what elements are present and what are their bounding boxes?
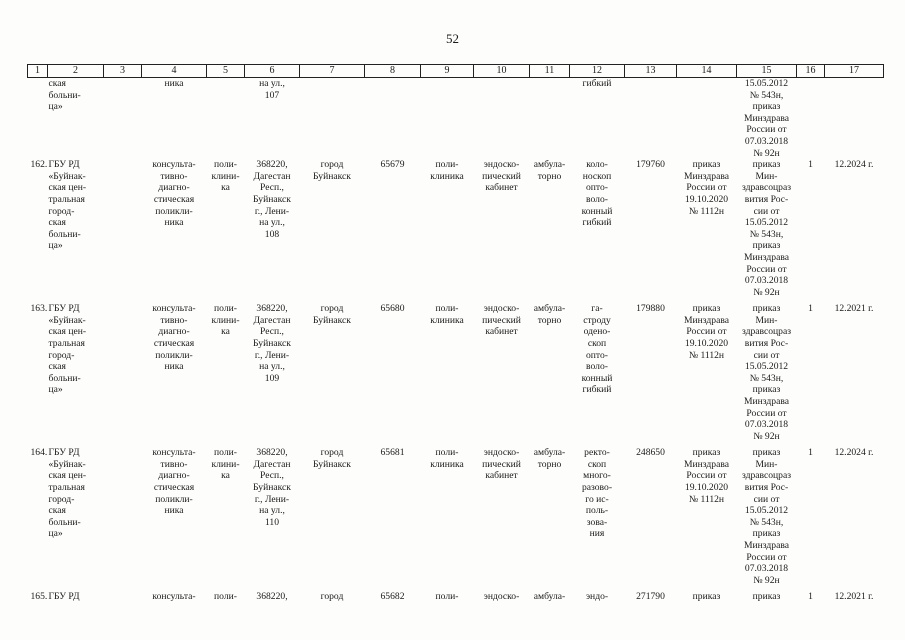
cell-unit: консульта- xyxy=(152,591,196,603)
cell-care-mode xyxy=(530,78,570,160)
table-row xyxy=(28,159,884,303)
cell-organization: ГБУ РД «Буйнак- ская цен- тральная город- ская больни- ца» xyxy=(48,303,87,396)
cell-equipment: коло- носкоп опто- воло- конный гибкий xyxy=(581,159,613,229)
cell-order-ref: приказ Минздрава России от 19.10.2020 № 1112н xyxy=(683,447,729,505)
page-number: 52 xyxy=(446,31,459,46)
column-number: 13 xyxy=(625,65,677,78)
cell-index: 164. xyxy=(30,447,48,459)
cell-code: 65682 xyxy=(380,591,405,603)
cell-date: 12.2021 г. xyxy=(834,303,874,315)
cell-unit-type xyxy=(207,78,245,160)
column-number: 15 xyxy=(737,65,797,78)
cell-code: 65681 xyxy=(380,447,405,459)
cell-col3 xyxy=(104,591,142,621)
cell-equipment: эндо- xyxy=(585,591,609,603)
cell-unit: консульта- тивно- диагно- стическая поликли- ника xyxy=(152,159,196,229)
column-number: 2 xyxy=(48,65,104,78)
cell-organization: ГБУ РД «Буйнак- ская цен- тральная город- ская больни- ца» xyxy=(48,159,87,252)
cell-order-ref-2: приказ xyxy=(752,591,781,603)
cell-order-ref xyxy=(677,78,737,160)
cell-index: 162. xyxy=(30,159,48,171)
cell-quantity: 1 xyxy=(808,159,813,171)
column-number: 14 xyxy=(677,65,737,78)
column-number: 7 xyxy=(300,65,365,78)
column-number: 17 xyxy=(825,65,884,78)
cell-equipment-code: 248650 xyxy=(636,447,665,459)
cell-division: поли- клиника xyxy=(430,447,464,470)
cell-index: 163. xyxy=(30,303,48,315)
column-number-row xyxy=(28,65,884,78)
column-number: 5 xyxy=(207,65,245,78)
column-number: 11 xyxy=(530,65,570,78)
cell-cabinet xyxy=(474,78,530,160)
cell-equipment-code: 179760 xyxy=(636,159,665,171)
cell-address: 368220, Дагестан Респ., Буйнакск г., Лени- на ул., 108 xyxy=(253,159,291,240)
cell-division: поли- клиника xyxy=(430,159,464,182)
cell-equipment-code xyxy=(625,78,677,160)
cell-quantity xyxy=(797,78,825,160)
continuation-row xyxy=(28,78,884,160)
column-number: 4 xyxy=(142,65,207,78)
cell-organization: ГБУ РД xyxy=(48,591,80,603)
cell-order-ref-2: приказ Мин- здравсоцраз вития Рос- сии от 15.05.2012 № 543н, приказ Минздрава России от 07.03.2018 № 92н xyxy=(741,303,792,442)
cell-unit: консульта- тивно- диагно- стическая поликли- ника xyxy=(152,447,196,517)
cell-unit-type: поли- клини- ка xyxy=(211,303,240,338)
column-number: 3 xyxy=(104,65,142,78)
column-number: 8 xyxy=(365,65,421,78)
cell-unit-type: поли- клини- ка xyxy=(211,447,240,482)
cell-equipment: га- строду одено- скоп опто- воло- конный гибкий xyxy=(581,303,613,396)
cell-unit: консульта- тивно- диагно- стическая поликли- ника xyxy=(152,303,196,373)
cell-care-mode: амбула- торно xyxy=(533,303,566,326)
cell-locality xyxy=(300,78,365,160)
cell-organization: ская больни- ца» xyxy=(48,78,81,113)
cell-code: 65680 xyxy=(380,303,405,315)
cell-date: 12.2021 г. xyxy=(834,591,874,603)
cell-col3 xyxy=(104,447,142,591)
table-row xyxy=(28,591,884,621)
cell-date: 12.2024 г. xyxy=(834,447,874,459)
column-number: 12 xyxy=(570,65,625,78)
cell-division xyxy=(421,78,474,160)
cell-index xyxy=(28,78,48,160)
cell-code: 65679 xyxy=(380,159,405,171)
column-number: 16 xyxy=(797,65,825,78)
cell-unit: ника xyxy=(164,78,184,89)
cell-equipment-code: 179880 xyxy=(636,303,665,315)
cell-locality: город Буйнакск xyxy=(313,447,351,470)
cell-cabinet: эндоско- пический кабинет xyxy=(482,447,521,482)
cell-quantity: 1 xyxy=(808,303,813,315)
cell-address: 368220, xyxy=(256,591,288,603)
cell-division: поли- клиника xyxy=(430,303,464,326)
cell-address: 368220, Дагестан Респ., Буйнакск г., Лени- на ул., 110 xyxy=(253,447,291,528)
cell-equipment: гибкий xyxy=(582,78,612,89)
cell-care-mode: амбула- торно xyxy=(533,447,566,470)
cell-unit-type: поли- xyxy=(214,591,237,603)
cell-care-mode: амбула- xyxy=(533,591,566,603)
register-table xyxy=(27,64,884,621)
cell-quantity: 1 xyxy=(808,447,813,459)
table-row xyxy=(28,303,884,447)
cell-order-ref-2: приказ Мин- здравсоцраз вития Рос- сии от 15.05.2012 № 543н, приказ Минздрава России от 07.03.2018 № 92н xyxy=(741,447,792,586)
cell-order-ref-2: 15.05.2012 № 543н, приказ Минздрава России от 07.03.2018 № 92н xyxy=(743,78,789,159)
cell-equipment-code: 271790 xyxy=(636,591,665,603)
cell-date xyxy=(825,78,884,160)
column-number: 10 xyxy=(474,65,530,78)
cell-locality: город xyxy=(320,591,344,603)
cell-address: 368220, Дагестан Респ., Буйнакск г., Лени- на ул., 109 xyxy=(253,303,291,384)
cell-equipment: ректо- скоп много- разово- го ис- поль- зова- ния xyxy=(581,447,613,540)
cell-locality: город Буйнакск xyxy=(313,303,351,326)
cell-cabinet: эндоско- пический кабинет xyxy=(482,159,521,194)
cell-cabinet: эндоско- xyxy=(483,591,520,603)
cell-quantity: 1 xyxy=(808,591,813,603)
cell-index: 165. xyxy=(30,591,48,603)
column-number: 9 xyxy=(421,65,474,78)
cell-date: 12.2024 г. xyxy=(834,159,874,171)
cell-order-ref-2: приказ Мин- здравсоцраз вития Рос- сии от 15.05.2012 № 543н, приказ Минздрава России от 07.03.2018 № 92н xyxy=(741,159,792,298)
cell-col3 xyxy=(104,303,142,447)
cell-care-mode: амбула- торно xyxy=(533,159,566,182)
cell-locality: город Буйнакск xyxy=(313,159,351,182)
cell-cabinet: эндоско- пический кабинет xyxy=(482,303,521,338)
cell-unit-type: поли- клини- ка xyxy=(211,159,240,194)
cell-order-ref: приказ Минздрава России от 19.10.2020 № 1112н xyxy=(683,303,729,361)
cell-organization: ГБУ РД «Буйнак- ская цен- тральная город- ская больни- ца» xyxy=(48,447,87,540)
cell-address: на ул., 107 xyxy=(259,78,285,101)
cell-code xyxy=(365,78,421,160)
cell-order-ref: приказ xyxy=(692,591,721,603)
cell-col3 xyxy=(104,78,142,160)
cell-division: поли- xyxy=(435,591,459,603)
column-number: 6 xyxy=(245,65,300,78)
cell-col3 xyxy=(104,159,142,303)
cell-order-ref: приказ Минздрава России от 19.10.2020 № 1112н xyxy=(683,159,729,217)
column-number: 1 xyxy=(28,65,48,78)
table-row xyxy=(28,447,884,591)
